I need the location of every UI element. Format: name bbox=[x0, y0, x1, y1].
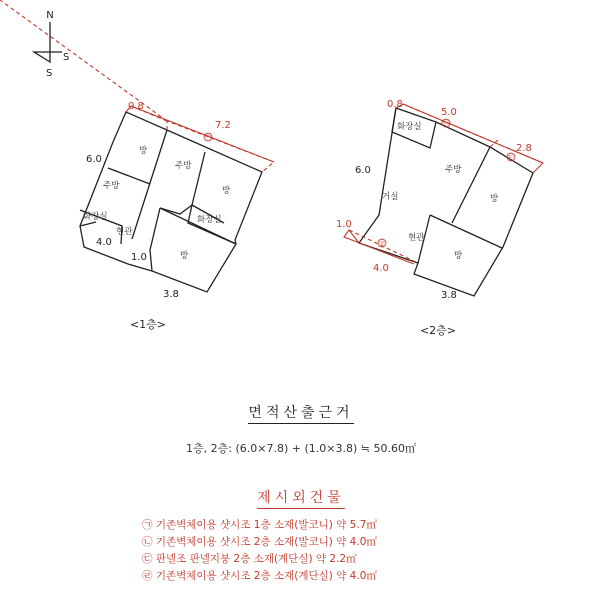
list-item: ㉣ 기존벽체이용 샷시조 2층 소재(계단실) 약 4.0㎡ bbox=[142, 570, 377, 582]
floor2-dim-top-red: 5.0 bbox=[441, 107, 457, 118]
list-item: ㉢ 판넬조 판넬지붕 2층 소재(계단실) 약 2.2㎡ bbox=[142, 553, 357, 565]
list-item: ㉡ 기존벽체이용 샷시조 2층 소재(발코니) 약 4.0㎡ bbox=[142, 536, 377, 548]
floor2-kitchen: 주방 bbox=[445, 165, 462, 175]
floor1-room-c: 방 bbox=[180, 251, 189, 261]
extra-buildings-title bbox=[0, 487, 602, 507]
area-basis-title bbox=[0, 402, 602, 422]
floor1-dim-bottom: 3.8 bbox=[163, 289, 179, 300]
floor2-plan bbox=[336, 99, 543, 337]
floor1-outline bbox=[80, 112, 262, 292]
floor1-kitchen-left: 주방 bbox=[103, 181, 120, 191]
floor2-dim-bottom-red: 4.0 bbox=[373, 263, 389, 274]
area-basis-formula: 1층, 2층: (6.0×7.8) + (1.0×3.8) ≒ 50.60㎡ bbox=[186, 442, 416, 455]
floor1-dim-top-left: 0.8 bbox=[128, 101, 144, 112]
floor1-room-b: 방 bbox=[222, 186, 231, 196]
floor1-dim-top-red: 7.2 bbox=[215, 120, 231, 131]
floor2-dim-left: 6.0 bbox=[355, 165, 371, 176]
floor2-room-a: 방 bbox=[490, 194, 499, 204]
floor1-dim-bottom-left: 4.0 bbox=[96, 237, 112, 248]
floor2-dim-left-red: 1.0 bbox=[336, 219, 352, 230]
floor2-living: 거실 bbox=[382, 192, 399, 202]
compass bbox=[34, 10, 69, 79]
floor2-dim-top-right-red: 2.8 bbox=[516, 143, 532, 154]
floor1-mark-1: ㉠ bbox=[204, 134, 212, 141]
floor2-entrance: 현관 bbox=[408, 233, 425, 243]
floor2-mark-3: ㉣ bbox=[378, 240, 386, 247]
extra-buildings-title-text: 제시외건물 bbox=[257, 490, 345, 509]
floor1-room-a: 방 bbox=[139, 146, 148, 156]
compass-north-label: N bbox=[46, 10, 54, 21]
compass-south-bottom-label: S bbox=[46, 68, 53, 79]
floor2-mark-1: ㉡ bbox=[442, 120, 450, 127]
floor2-toilet: 화장실 bbox=[397, 122, 422, 132]
floor2-label: <2층> bbox=[419, 324, 457, 337]
floor2-dim-bottom: 3.8 bbox=[441, 290, 457, 301]
floor1-kitchen-right: 주방 bbox=[175, 161, 192, 171]
floor1-dim-left: 6.0 bbox=[86, 154, 102, 165]
floor2-mark-2: ㉢ bbox=[507, 154, 515, 161]
floor1-toilet-left: 화장실 bbox=[83, 212, 108, 222]
floor1-entrance: 현관 bbox=[116, 227, 133, 237]
floor1-plan bbox=[0, 0, 274, 331]
floor1-toilet-right: 화장실 bbox=[197, 215, 222, 225]
extra-buildings-list bbox=[142, 517, 377, 585]
floor1-dim-small: 1.0 bbox=[131, 252, 147, 263]
floor2-dim-top-left: 0.8 bbox=[387, 99, 403, 110]
compass-south-right-label: S bbox=[63, 52, 70, 63]
floor1-label: <1층> bbox=[129, 318, 167, 331]
area-basis-title-text: 면적산출근거 bbox=[248, 405, 353, 424]
floor2-room-b: 방 bbox=[454, 251, 463, 261]
list-item: ㉠ 기존벽체이용 샷시조 1층 소재(발코니) 약 5.7㎡ bbox=[142, 519, 377, 531]
